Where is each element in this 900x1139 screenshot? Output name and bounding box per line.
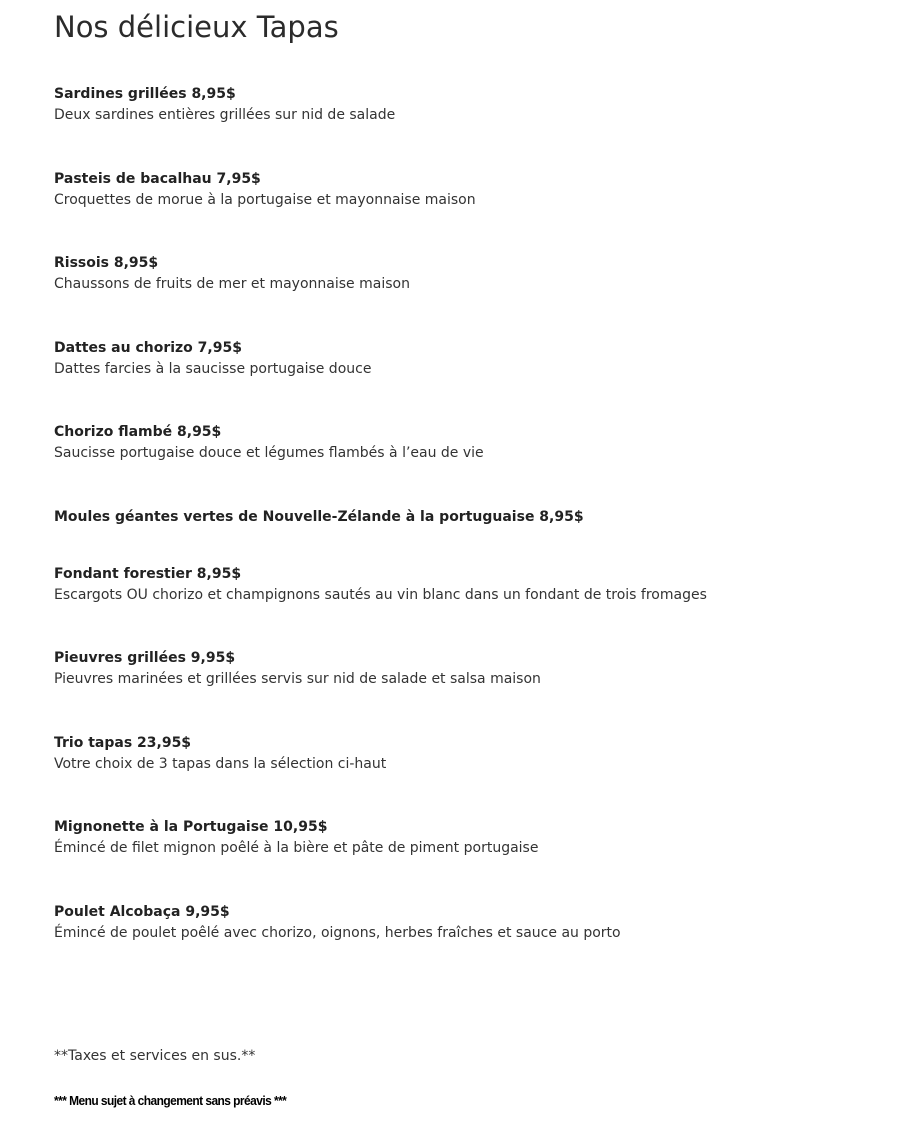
menu-item xyxy=(54,422,890,507)
tapas-menu-list xyxy=(54,84,890,986)
menu-item-description: Émincé de filet mignon poêlé à la bière et pâte de piment portugaise xyxy=(54,840,539,856)
menu-item xyxy=(54,733,890,818)
menu-item-name: Fondant forestier 8,95$ xyxy=(54,565,242,582)
menu-item-description: Pieuvres marinées et grillées servis sur nid de salade et salsa maison xyxy=(54,671,541,687)
menu-item-name: Dattes au chorizo 7,95$ xyxy=(54,339,242,356)
menu-item xyxy=(54,253,890,338)
page-title: Nos délicieux Tapas xyxy=(54,10,339,44)
menu-item xyxy=(54,902,890,987)
menu-item-description: Croquettes de morue à la portugaise et mayonnaise maison xyxy=(54,191,476,208)
price-change-note: *** Menu sujet à changement sans préavis *** xyxy=(54,1093,287,1108)
menu-item-name: Trio tapas 23,95$ xyxy=(54,734,192,751)
footer-notes xyxy=(54,1046,307,1110)
menu-item-name: Moules géantes vertes de Nouvelle-Zélande à la portuguaise 8,95$ xyxy=(54,508,584,525)
menu-item-name: Pieuvres grillées 9,95$ xyxy=(54,650,236,666)
menu-item xyxy=(54,338,890,423)
menu-item-description: Dattes farcies à la saucisse portugaise douce xyxy=(54,360,372,377)
menu-item-name: Chorizo flambé 8,95$ xyxy=(54,424,222,440)
menu-item-description: Émincé de poulet poêlé avec chorizo, oignons, herbes fraîches et sauce au porto xyxy=(54,924,621,941)
menu-item-description: Escargots OU chorizo et champignons sautés au vin blanc dans un fondant de trois fromages xyxy=(54,586,707,603)
menu-item xyxy=(54,564,890,649)
taxes-note: **Taxes et services en sus.** xyxy=(54,1048,256,1064)
menu-item xyxy=(54,817,890,902)
menu-item-name: Sardines grillées 8,95$ xyxy=(54,86,236,102)
menu-item-description: Deux sardines entières grillées sur nid de salade xyxy=(54,107,396,123)
menu-item-name: Poulet Alcobaça 9,95$ xyxy=(54,903,230,920)
menu-item-name: Pasteis de bacalhau 7,95$ xyxy=(54,170,261,187)
menu-item-name: Rissois 8,95$ xyxy=(54,255,159,271)
menu-item-description: Votre choix de 3 tapas dans la sélection ci-haut xyxy=(54,755,387,772)
menu-item-name: Mignonette à la Portugaise 10,95$ xyxy=(54,819,328,835)
menu-item-description: Saucisse portugaise douce et légumes flambés à l’eau de vie xyxy=(54,445,484,461)
menu-item xyxy=(54,648,890,733)
menu-item xyxy=(54,507,890,564)
menu-item xyxy=(54,84,890,169)
menu-item xyxy=(54,169,890,254)
menu-item-description: Chaussons de fruits de mer et mayonnaise maison xyxy=(54,276,410,292)
